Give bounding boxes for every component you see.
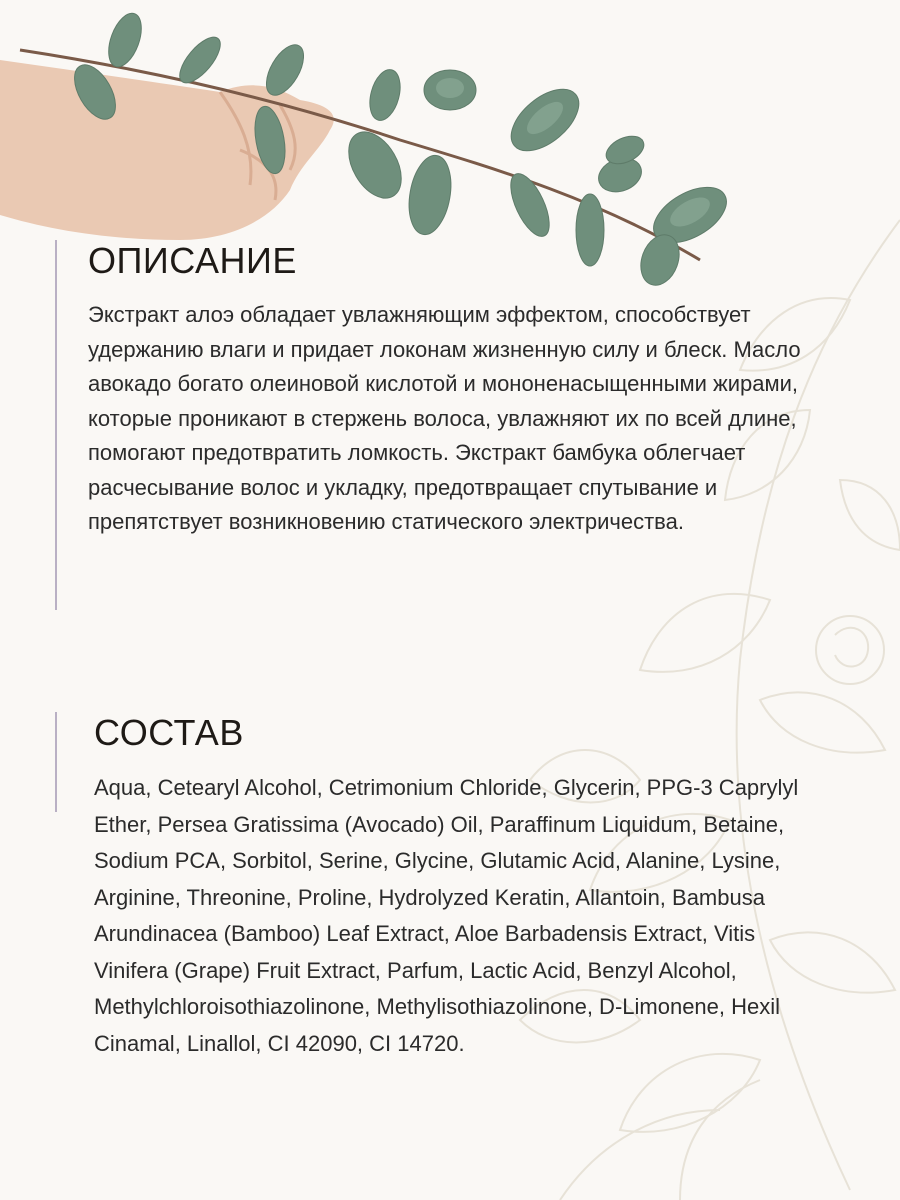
description-text: Экстракт алоэ обладает увлажняющим эффектом, способствует удержанию влаги и придает локонам жизненную силу и блеск. Масло авокадо богато олеиновой кислотой и мононенасыщенными жирами, которые проникают в стержень волоса, увлажняют их по всей длине, помогают предотвратить ломкость. Экстракт бамбука облегчает расчесывание волос и укладку, предотвращает спутывание и препятствует возникновению статического электричества. (88, 302, 801, 534)
description-section (55, 240, 855, 610)
section-accent-bar (55, 240, 57, 610)
section-accent-bar (55, 712, 57, 812)
composition-text: Aqua, Cetearyl Alcohol, Cetrimonium Chloride, Glycerin, PPG-3 Caprylyl Ether, Persea Gratissima (Avocado) Oil, Paraffinum Liquidum, Betaine, Sodium PCA, Sorbitol, Serine, Glycine, Glutamic Acid, Alanine, Lysine, Arginine, Threonine, Proline, Hydrolyzed Keratin, Allantoin, Bambusa Arundinacea (Bamboo) Leaf Extract, Aloe Barbadensis Extract, Vitis Vinifera (Grape) Fruit Extract, Parfum, Lactic Acid, Benzyl Alcohol, Methylchloroisothiazolinone, Methylisothiazolinone, D-Limonene, Hexil Cinamal, Linallol, CI 42090, CI 14720. (94, 775, 799, 1056)
composition-heading: СОСТАВ (94, 712, 244, 753)
composition-section (55, 712, 855, 1132)
description-heading: ОПИСАНИЕ (88, 240, 297, 281)
